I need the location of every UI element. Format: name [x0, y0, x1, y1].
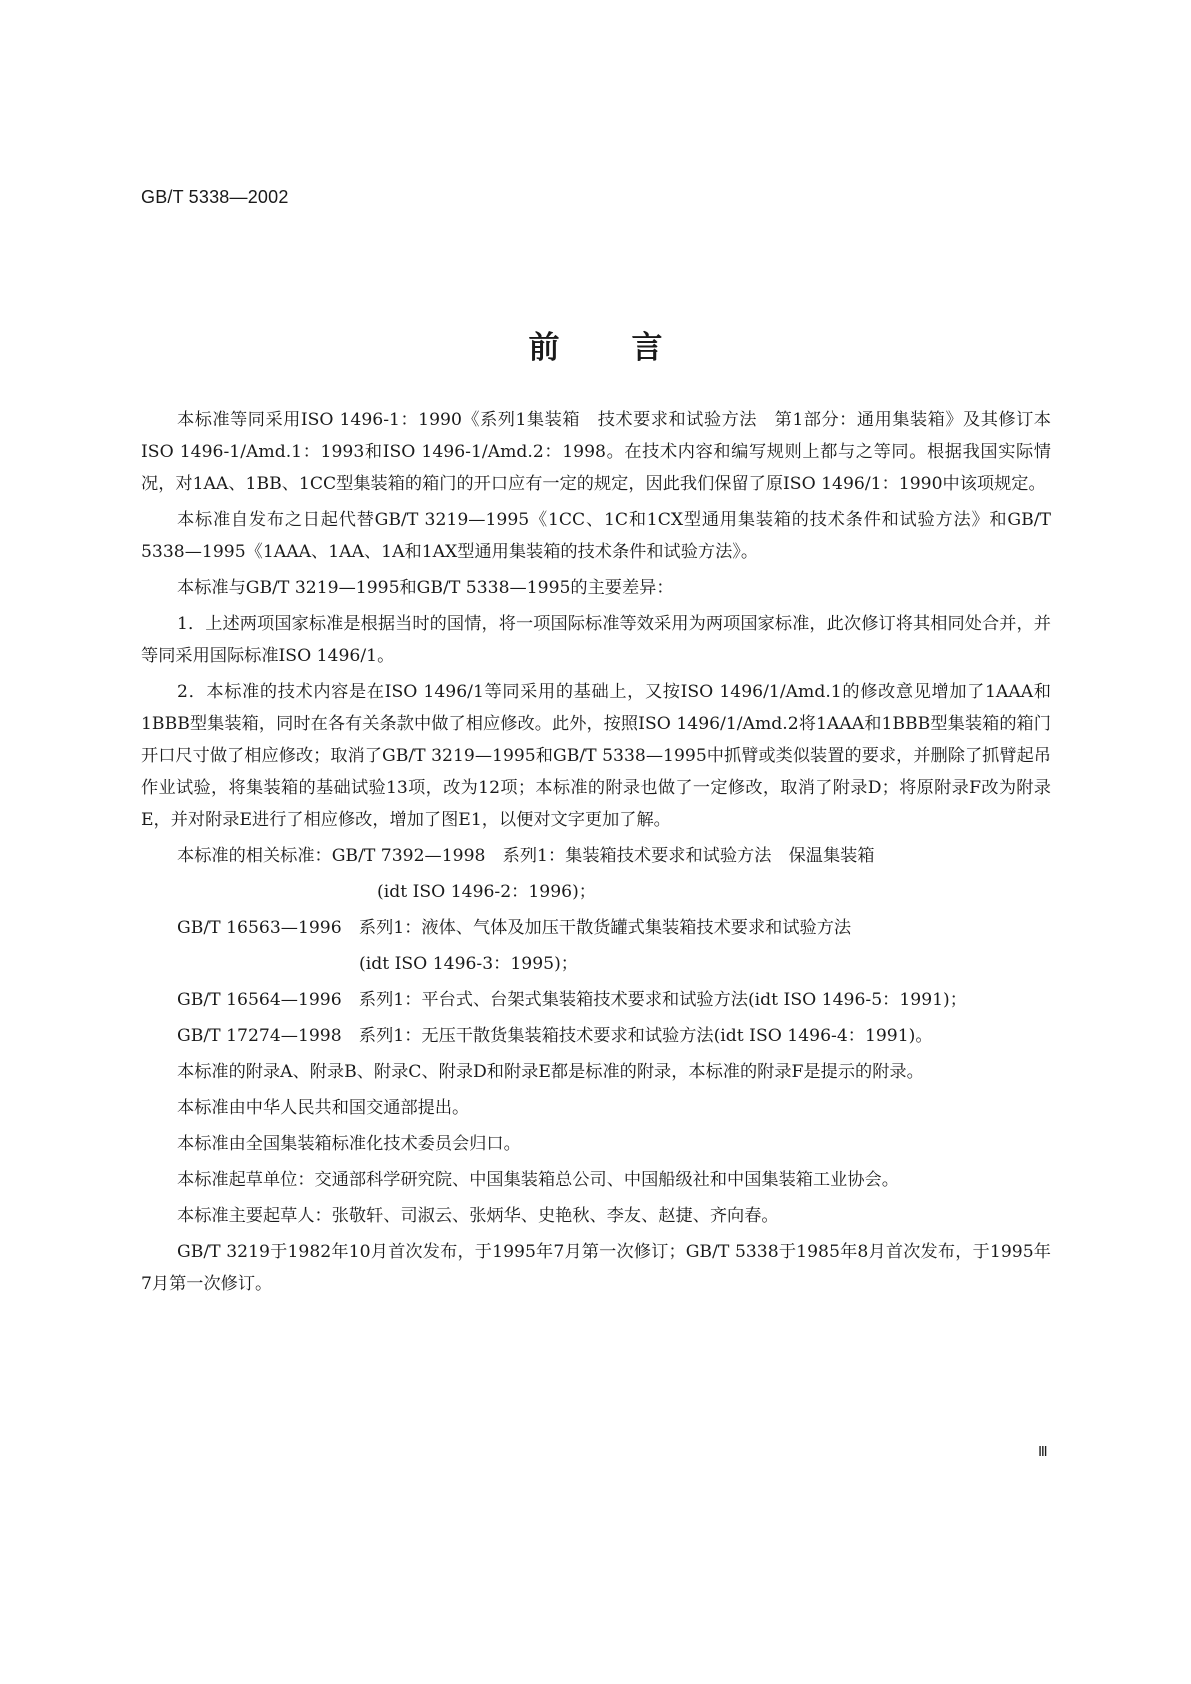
related-standards: [141, 840, 1051, 1052]
paragraph-difference-2: 2．本标准的技术内容是在ISO 1496/1等同采用的基础上，又按ISO 1496/1/Amd.1的修改意见增加了1AAA和1BBB型集装箱，同时在各有关条款中做了相应修改。此外，按照ISO 1496/1/Amd.2将1AAA和1BBB型集装箱的箱门开口尺寸做了相应修改；取消了GB/T 3219—1995和GB/T 5338—1995中抓臂或类似装置的要求，并删除了抓臂起吊作业试验，将集装箱的基础试验13项，改为12项；本标准的附录也做了一定修改，取消了附录D；将原附录F改为附录E，并对附录E进行了相应修改，增加了图E1，以便对文字更加了解。: [141, 682, 1051, 830]
paragraph-adoption: 本标准等同采用ISO 1496-1：1990《系列1集装箱 技术要求和试验方法 第1部分：通用集装箱》及其修订本ISO 1496-1/Amd.1：1993和ISO 1496-1/Amd.2：1998。在技术内容和编写规则上都与之等同。根据我国实际情况，对1AA、1BB、1CC型集装箱的箱门的开口应有一定的规定，因此我们保留了原ISO 1496/1：1990中该项规定。: [141, 410, 1051, 494]
paragraph-drafting-units: 本标准起草单位：交通部科学研究院、中国集装箱总公司、中国船级社和中国集装箱工业协会。: [177, 1170, 899, 1190]
related-code: GB/T 7392—1998: [331, 846, 486, 866]
related-title: 系列1：集装箱技术要求和试验方法 保温集装箱: [502, 846, 875, 866]
paragraph-difference-1: 1．上述两项国家标准是根据当时的国情，将一项国际标准等效采用为两项国家标准，此次修订将其相同处合并，并等同采用国际标准ISO 1496/1。: [141, 614, 1051, 666]
related-code: GB/T 17274—1998: [177, 1026, 342, 1046]
related-standard-item: [141, 1020, 1051, 1052]
related-standard-item: [141, 840, 1051, 872]
paragraph-history: GB/T 3219于1982年10月首次发布，于1995年7月第一次修订；GB/T 5338于1985年8月首次发布，于1995年7月第一次修订。: [141, 1242, 1051, 1294]
paragraph-replacement: 本标准自发布之日起代替GB/T 3219—1995《1CC、1C和1CX型通用集装箱的技术条件和试验方法》和GB/T 5338—1995《1AAA、1AA、1A和1AX型通用集装箱的技术条件和试验方法》。: [141, 510, 1051, 562]
paragraph-appendices: 本标准的附录A、附录B、附录C、附录D和附录E都是标准的附录，本标准的附录F是提示的附录。: [177, 1062, 924, 1082]
related-idt: (idt ISO 1496-3：1995)；: [359, 954, 578, 974]
standard-code-header: GB/T 5338—2002: [141, 187, 289, 207]
foreword-body: [141, 404, 1051, 1304]
related-title: 系列1：无压干散货集装箱技术要求和试验方法(idt ISO 1496-4：1991)。: [358, 1026, 933, 1046]
title-char-2: 言: [631, 330, 663, 366]
page-number: Ⅲ: [1038, 1445, 1048, 1460]
related-idt: (idt ISO 1496-2：1996)；: [377, 882, 596, 902]
related-intro: 本标准的相关标准：: [177, 846, 332, 866]
paragraph-proposer: 本标准由中华人民共和国交通部提出。: [177, 1098, 470, 1118]
paragraph-differences-intro: 本标准与GB/T 3219—1995和GB/T 5338—1995的主要差异：: [177, 578, 674, 598]
related-title: 系列1：平台式、台架式集装箱技术要求和试验方法(idt ISO 1496-5：1991)；: [358, 990, 967, 1010]
related-title: 系列1：液体、气体及加压干散货罐式集装箱技术要求和试验方法: [358, 918, 852, 938]
related-standard-item: [141, 984, 1051, 1016]
paragraph-drafters: 本标准主要起草人：张敬轩、司淑云、张炳华、史艳秋、李友、赵捷、齐向春。: [177, 1206, 779, 1226]
title-char-1: 前: [528, 330, 560, 366]
page-title: [0, 322, 1191, 367]
related-code: GB/T 16564—1996: [177, 990, 342, 1010]
paragraph-administrator: 本标准由全国集装箱标准化技术委员会归口。: [177, 1134, 521, 1154]
related-standard-item: [141, 912, 1051, 944]
related-code: GB/T 16563—1996: [177, 918, 342, 938]
